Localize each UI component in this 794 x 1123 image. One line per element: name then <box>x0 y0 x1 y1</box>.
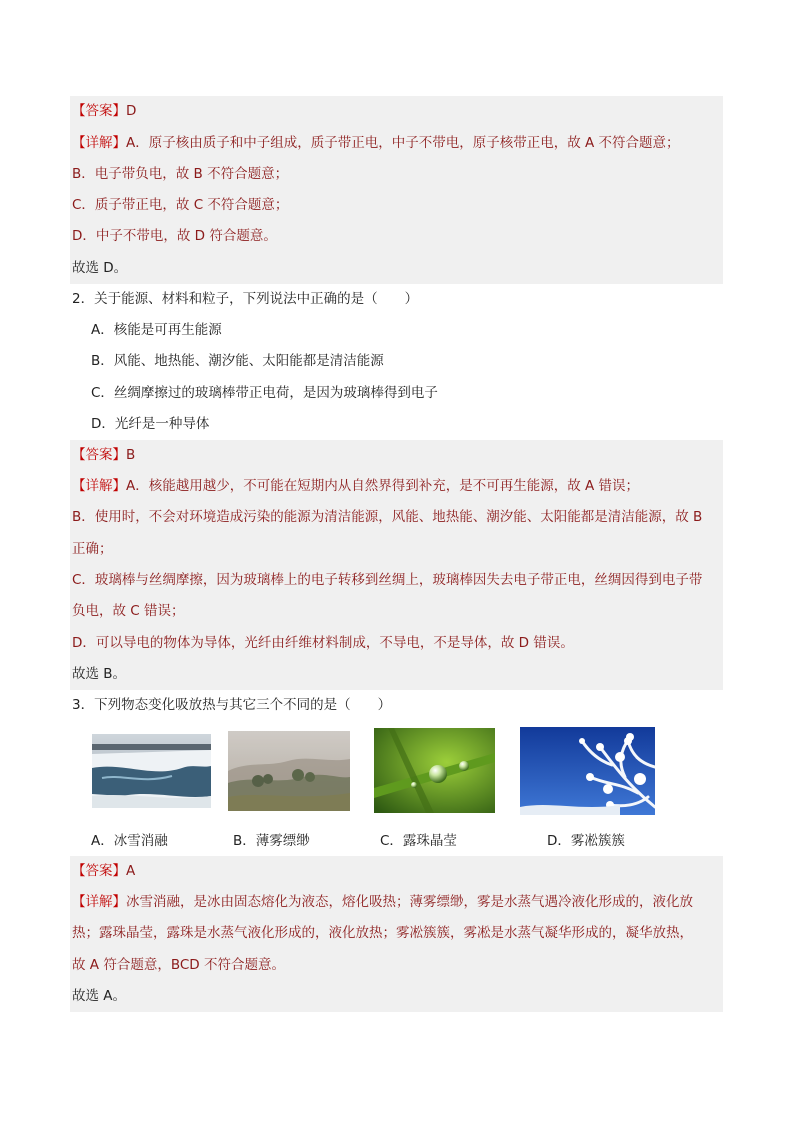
q2-detail-line-3: 正确； <box>72 541 113 557</box>
q1-conclusion: 故选 D。 <box>72 260 128 276</box>
q2-detail-line-4: C．玻璃棒与丝绸摩擦，因为玻璃棒上的电子转移到丝绸上，玻璃棒因失去电子带正电，丝绸因得到电子带 <box>72 572 703 588</box>
detail-tag: 【详解】 <box>72 894 126 910</box>
answer-tag: 【答案】 <box>72 103 126 119</box>
q1-detail-line-2: B．电子带负电，故 B 不符合题意； <box>72 166 289 182</box>
detail-tag: 【详解】 <box>72 478 126 494</box>
q2-option-b: B．风能、地热能、潮汐能、太阳能都是清洁能源 <box>91 353 384 369</box>
q3-detail-line-1: 【详解】冰雪消融，是冰由固态熔化为液态，熔化吸热；薄雾缥缈，雾是水蒸气遇冷液化形成的，液化放 <box>72 894 693 910</box>
q3-detail-line-3: 故 A 符合题意，BCD 不符合题意。 <box>72 957 285 973</box>
misty-landscape-image <box>228 731 350 811</box>
q1-answer-line <box>72 96 722 127</box>
dewdrop-image <box>374 728 495 813</box>
q3-detail-line-2: 热；露珠晶莹，露珠是水蒸气液化形成的，液化放热；雾凇簇簇，雾凇是水蒸气凝华形成的，凝华放热， <box>72 925 693 941</box>
q3-caption-c: C．露珠晶莹 <box>380 833 457 849</box>
q2-option-d: D．光纤是一种导体 <box>91 416 210 432</box>
ice-snow-melting-image <box>92 734 211 808</box>
q2-detail-line-5: 负电，故 C 错误； <box>72 603 185 619</box>
q2-detail-line-2: B．使用时，不会对环境造成污染的能源为清洁能源，风能、地热能、潮汐能、太阳能都是清洁能源，故 B <box>72 509 703 525</box>
detail-tag: 【详解】 <box>72 135 126 151</box>
q3-conclusion: 故选 A。 <box>72 988 127 1004</box>
q1-detail-line-3: C．质子带正电，故 C 不符合题意； <box>72 197 289 213</box>
q2-answer-line <box>72 440 722 471</box>
q3-caption-d: D．雾凇簇簇 <box>547 833 625 849</box>
answer-tag: 【答案】 <box>72 863 126 879</box>
q3-stem: 3．下列物态变化吸放热与其它三个不同的是（ ） <box>72 697 392 713</box>
answer-tag: 【答案】 <box>72 447 126 463</box>
q2-detail-line-6: D．可以导电的物体为导体，光纤由纤维材料制成，不导电，不是导体，故 D 错误。 <box>72 635 574 651</box>
q2-option-c: C．丝绸摩擦过的玻璃棒带正电荷，是因为玻璃棒得到电子 <box>91 385 438 401</box>
q1-detail-line-1: 【详解】A．原子核由质子和中子组成，质子带正电，中子不带电，原子核带正电，故 A 不符合题意； <box>72 135 680 151</box>
answer-value: D <box>126 103 137 119</box>
q3-caption-a: A．冰雪消融 <box>91 833 168 849</box>
answer-value: A <box>126 863 136 879</box>
q3-answer-line <box>72 856 722 887</box>
q2-detail-line-1: 【详解】A．核能越用越少，不可能在短期内从自然界得到补充，是不可再生能源，故 A 错误； <box>72 478 640 494</box>
q3-caption-b: B．薄雾缥缈 <box>233 833 310 849</box>
q1-detail-line-4: D．中子不带电，故 D 符合题意。 <box>72 228 277 244</box>
q2-conclusion: 故选 B。 <box>72 666 127 682</box>
rime-frost-tree-image <box>520 727 655 815</box>
q2-option-a: A．核能是可再生能源 <box>91 322 222 338</box>
q2-stem: 2．关于能源、材料和粒子，下列说法中正确的是（ ） <box>72 291 419 307</box>
answer-value: B <box>126 447 136 463</box>
